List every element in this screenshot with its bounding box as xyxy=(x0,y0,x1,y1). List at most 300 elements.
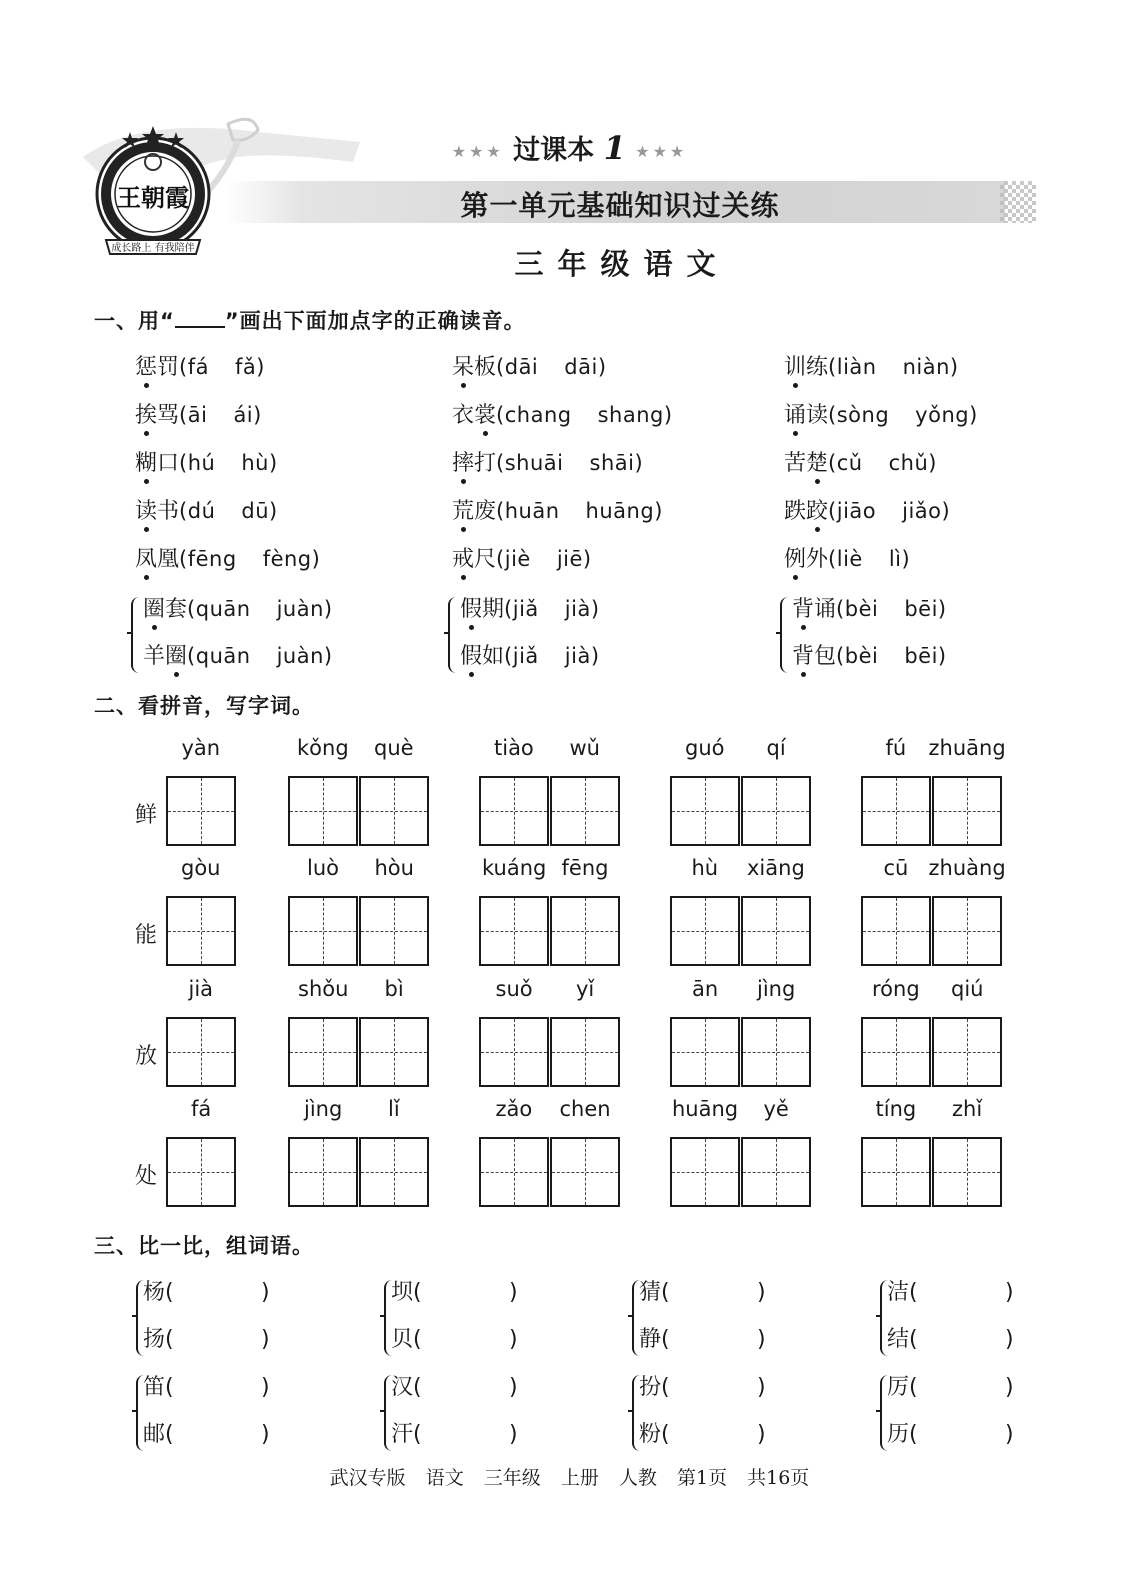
pinyin-label: luò xyxy=(307,856,339,880)
paren-open: ( xyxy=(504,597,513,621)
pinyin-choice-item xyxy=(452,494,663,525)
paren-close: ) xyxy=(654,499,663,523)
writing-grid-cell[interactable] xyxy=(932,776,1002,846)
pinyin-label: suǒ xyxy=(495,977,533,1001)
word-building-item xyxy=(391,1370,518,1401)
pinyin-choice-item xyxy=(452,446,643,477)
banner-checker-decoration xyxy=(1000,181,1036,223)
word-building-item xyxy=(143,1322,270,1353)
writing-grid-cell[interactable] xyxy=(288,896,358,966)
dotted-character: 假 xyxy=(460,639,482,670)
footer-edition: 武汉专版 xyxy=(329,1467,406,1489)
pinyin-label: hòu xyxy=(374,856,414,880)
compare-character: 猜 xyxy=(639,1280,662,1305)
item-word xyxy=(784,499,828,524)
pinyin-label: yě xyxy=(763,1097,789,1121)
answer-blank[interactable]: ( xyxy=(165,1280,174,1305)
character: 骂 xyxy=(157,403,180,428)
word-building-item xyxy=(887,1370,1014,1401)
writing-grid-cell[interactable] xyxy=(550,776,620,846)
writing-grid-cell[interactable] xyxy=(550,896,620,966)
dotted-character: 圈 xyxy=(143,592,165,623)
item-word xyxy=(143,597,187,622)
pinyin-option-b[interactable]: jiē xyxy=(556,547,583,571)
writing-grid-cell[interactable] xyxy=(359,1137,429,1207)
compare-character: 厉 xyxy=(887,1375,910,1400)
prefix-character: 处 xyxy=(135,1164,158,1189)
paren-close: ) xyxy=(1005,1422,1014,1447)
answer-blank[interactable]: ( xyxy=(413,1375,422,1400)
pinyin-label: lǐ xyxy=(388,1097,400,1121)
paren-close: ) xyxy=(323,597,333,621)
answer-blank[interactable]: ( xyxy=(413,1280,422,1305)
pinyin-option-a[interactable]: hú xyxy=(187,451,216,475)
paren-open: ( xyxy=(496,355,505,379)
prefix-character: 能 xyxy=(135,923,158,948)
item-word xyxy=(460,644,504,669)
pinyin-option-b[interactable]: fèng xyxy=(262,547,312,571)
writing-grid-cell[interactable] xyxy=(288,1137,358,1207)
pinyin-options xyxy=(179,451,278,475)
footer-publisher: 人教 xyxy=(618,1467,657,1489)
writing-grid-cell[interactable] xyxy=(741,1137,811,1207)
pinyin-options xyxy=(828,547,910,571)
compare-character: 坝 xyxy=(391,1280,414,1305)
paren-close: ) xyxy=(590,644,600,668)
pinyin-option-a[interactable]: fá xyxy=(187,355,209,379)
footer-total-pages: 共16页 xyxy=(747,1467,810,1489)
section3-title: 三、比一比，组词语。 xyxy=(94,1234,314,1258)
paren-close: ) xyxy=(634,451,644,475)
brace-bracket xyxy=(131,597,141,673)
pinyin-label: fēng xyxy=(561,856,609,880)
writing-grid-cell[interactable] xyxy=(479,776,549,846)
pinyin-option-b[interactable]: jià xyxy=(564,597,591,621)
pinyin-label: shǒu xyxy=(298,977,349,1001)
word-building-item xyxy=(391,1322,518,1353)
item-word xyxy=(452,451,496,476)
pinyin-option-b[interactable]: lì xyxy=(888,547,902,571)
pinyin-label: kuáng xyxy=(482,856,547,880)
pinyin-option-a[interactable]: jiǎ xyxy=(512,644,539,668)
dotted-character: 戒 xyxy=(452,542,474,573)
footer-volume: 上册 xyxy=(560,1467,599,1489)
writing-grid-cell[interactable] xyxy=(166,1017,236,1087)
writing-grid-cell[interactable] xyxy=(932,1137,1002,1207)
writing-grid-cell[interactable] xyxy=(359,1017,429,1087)
pinyin-option-b[interactable]: jiǎo xyxy=(902,499,942,523)
paren-close: ) xyxy=(937,644,947,668)
item-word xyxy=(135,499,179,524)
answer-blank[interactable]: ( xyxy=(413,1422,422,1447)
compare-character: 扮 xyxy=(639,1375,662,1400)
dotted-character: 凤 xyxy=(135,542,157,573)
word-building-item xyxy=(887,1417,1014,1448)
dotted-character: 挨 xyxy=(135,398,157,429)
pinyin-option-a[interactable]: quān xyxy=(195,644,251,668)
kicker-number: 1 xyxy=(603,129,626,167)
pinyin-option-a[interactable]: bèi xyxy=(844,597,879,621)
footer-subject: 语文 xyxy=(425,1467,464,1489)
dotted-character: 训 xyxy=(784,350,806,381)
character: 套 xyxy=(165,597,188,622)
pinyin-label: jìng xyxy=(757,977,796,1001)
prefix-character: 鲜 xyxy=(135,803,158,828)
writing-grid-cell[interactable] xyxy=(288,776,358,846)
paren-open: ( xyxy=(179,355,188,379)
pinyin-option-a[interactable]: shuāi xyxy=(504,451,564,475)
footer-grade: 三年级 xyxy=(483,1467,541,1489)
item-word xyxy=(784,451,828,476)
paren-open: ( xyxy=(187,597,196,621)
item-word xyxy=(135,451,179,476)
word-building-item xyxy=(143,1370,270,1401)
answer-blank[interactable]: ( xyxy=(909,1327,918,1352)
prefix-character: 放 xyxy=(135,1044,158,1069)
pinyin-option-b[interactable]: juàn xyxy=(276,597,324,621)
compare-character: 邮 xyxy=(143,1422,166,1447)
pinyin-option-b[interactable]: juàn xyxy=(276,644,324,668)
pinyin-options xyxy=(496,547,592,571)
item-word xyxy=(143,644,187,669)
pinyin-label: huāng xyxy=(672,1097,739,1121)
writing-grid-cell[interactable] xyxy=(550,1137,620,1207)
pinyin-label: wǔ xyxy=(569,736,600,760)
pinyin-choice-item xyxy=(792,639,947,670)
paren-close: ) xyxy=(323,644,333,668)
character: 凰 xyxy=(157,547,180,572)
item-word xyxy=(452,403,496,428)
character: 外 xyxy=(806,547,829,572)
dotted-character: 荒 xyxy=(452,494,474,525)
dotted-character: 摔 xyxy=(452,446,474,477)
character: 废 xyxy=(474,499,497,524)
pinyin-option-b[interactable]: bēi xyxy=(904,597,938,621)
pinyin-label: bì xyxy=(384,977,404,1001)
pinyin-choice-item xyxy=(792,592,947,623)
pinyin-options xyxy=(496,403,673,427)
pinyin-options xyxy=(179,403,262,427)
paren-open: ( xyxy=(179,451,188,475)
paren-close: ) xyxy=(509,1422,518,1447)
item-word xyxy=(135,355,179,380)
writing-grid-cell[interactable] xyxy=(479,1137,549,1207)
pinyin-option-b[interactable]: niàn xyxy=(902,355,950,379)
section1-title-prefix: 一、用“ xyxy=(94,309,175,333)
pinyin-option-b[interactable]: ái xyxy=(233,403,254,427)
pinyin-option-a[interactable]: cǔ xyxy=(836,451,863,475)
compare-character: 洁 xyxy=(887,1280,910,1305)
pinyin-label: zhǐ xyxy=(952,1097,983,1121)
pinyin-options xyxy=(828,355,959,379)
pinyin-label: zǎo xyxy=(495,1097,533,1121)
dotted-character: 楚 xyxy=(806,446,828,477)
writing-grid-cell[interactable] xyxy=(670,1017,740,1087)
answer-blank[interactable]: ( xyxy=(661,1280,670,1305)
compare-character: 结 xyxy=(887,1327,910,1352)
writing-grid-cell[interactable] xyxy=(359,896,429,966)
item-word xyxy=(135,547,179,572)
writing-grid-cell[interactable] xyxy=(479,1017,549,1087)
pinyin-choice-item xyxy=(784,446,937,477)
pinyin-options xyxy=(496,451,643,475)
pinyin-label: xiāng xyxy=(747,856,805,880)
answer-blank[interactable]: ( xyxy=(661,1327,670,1352)
pinyin-option-b[interactable]: dāi xyxy=(564,355,598,379)
writing-grid-cell[interactable] xyxy=(166,776,236,846)
svg-text:成长路上 有我陪伴: 成长路上 有我陪伴 xyxy=(111,243,195,254)
pinyin-choice-item xyxy=(135,446,278,477)
compare-character: 历 xyxy=(887,1422,910,1447)
dotted-character: 裳 xyxy=(474,398,496,429)
pinyin-options xyxy=(504,597,600,621)
writing-grid-cell[interactable] xyxy=(670,1137,740,1207)
pinyin-option-a[interactable]: liè xyxy=(836,547,863,571)
answer-blank[interactable]: ( xyxy=(661,1422,670,1447)
dotted-character: 惩 xyxy=(135,350,157,381)
pinyin-options xyxy=(836,644,947,668)
writing-grid-cell[interactable] xyxy=(741,776,811,846)
answer-blank[interactable]: ( xyxy=(909,1422,918,1447)
writing-grid-cell[interactable] xyxy=(166,896,236,966)
pinyin-label: zhuāng xyxy=(928,736,1006,760)
pinyin-label: qiú xyxy=(951,977,984,1001)
pinyin-label: cū xyxy=(883,856,909,880)
answer-blank[interactable]: ( xyxy=(165,1375,174,1400)
paren-close: ) xyxy=(941,499,951,523)
writing-grid-cell[interactable] xyxy=(861,776,931,846)
pinyin-option-a[interactable]: āi xyxy=(187,403,208,427)
paren-close: ) xyxy=(1005,1280,1014,1305)
pinyin-options xyxy=(836,597,947,621)
pinyin-options xyxy=(179,499,278,523)
paren-close: ) xyxy=(509,1280,518,1305)
compare-character: 粉 xyxy=(639,1422,662,1447)
pinyin-option-a[interactable]: dāi xyxy=(504,355,539,379)
pinyin-choice-item xyxy=(460,592,600,623)
character: 诵 xyxy=(814,597,837,622)
writing-grid-cell[interactable] xyxy=(550,1017,620,1087)
paren-close: ) xyxy=(663,403,673,427)
paren-open: ( xyxy=(179,499,188,523)
paren-open: ( xyxy=(179,403,188,427)
pinyin-choice-item xyxy=(135,494,278,525)
paren-open: ( xyxy=(828,403,837,427)
paren-close: ) xyxy=(261,1422,270,1447)
answer-blank[interactable]: ( xyxy=(909,1280,918,1305)
answer-blank[interactable]: ( xyxy=(165,1327,174,1352)
pinyin-option-b[interactable]: jià xyxy=(564,644,591,668)
answer-blank[interactable]: ( xyxy=(165,1422,174,1447)
dotted-character: 背 xyxy=(792,639,814,670)
word-building-item xyxy=(639,1417,766,1448)
writing-grid-cell[interactable] xyxy=(741,896,811,966)
character: 跌 xyxy=(784,499,807,524)
pinyin-option-a[interactable]: jiǎ xyxy=(512,597,539,621)
paren-open: ( xyxy=(187,644,196,668)
pinyin-choice-item xyxy=(460,639,600,670)
character: 包 xyxy=(814,644,837,669)
dotted-character: 诵 xyxy=(784,398,806,429)
word-building-item xyxy=(639,1275,766,1306)
paren-close: ) xyxy=(509,1375,518,1400)
pinyin-choice-item xyxy=(135,542,320,573)
answer-blank[interactable]: ( xyxy=(909,1375,918,1400)
pinyin-choice-item xyxy=(143,592,333,623)
writing-grid-cell[interactable] xyxy=(670,896,740,966)
pinyin-label: qí xyxy=(766,736,786,760)
unit-title: 第一单元基础知识过关练 xyxy=(460,189,780,222)
character: 如 xyxy=(482,644,505,669)
paren-open: ( xyxy=(836,597,845,621)
compare-character: 杨 xyxy=(143,1280,166,1305)
word-building-item xyxy=(887,1322,1014,1353)
pinyin-option-a[interactable]: huān xyxy=(504,499,560,523)
pinyin-label: chen xyxy=(559,1097,611,1121)
pinyin-option-b[interactable]: shang xyxy=(597,403,664,427)
writing-grid-cell[interactable] xyxy=(861,1137,931,1207)
paren-close: ) xyxy=(757,1280,766,1305)
writing-grid-cell[interactable] xyxy=(166,1137,236,1207)
item-word xyxy=(792,597,836,622)
pinyin-label: què xyxy=(374,736,414,760)
character: 练 xyxy=(806,355,829,380)
compare-character: 静 xyxy=(639,1327,662,1352)
character: 板 xyxy=(474,355,497,380)
pinyin-option-a[interactable]: sòng xyxy=(836,403,890,427)
pinyin-label: hù xyxy=(691,856,719,880)
paren-close: ) xyxy=(590,597,600,621)
paren-close: ) xyxy=(901,547,911,571)
paren-close: ) xyxy=(757,1422,766,1447)
writing-grid-cell[interactable] xyxy=(861,1017,931,1087)
dotted-character: 糊 xyxy=(135,446,157,477)
character: 衣 xyxy=(452,403,475,428)
compare-character: 扬 xyxy=(143,1327,166,1352)
word-building-item xyxy=(143,1417,270,1448)
paren-close: ) xyxy=(269,499,278,523)
compare-character: 笛 xyxy=(143,1375,166,1400)
pinyin-label: yàn xyxy=(181,736,221,760)
word-building-item xyxy=(143,1275,270,1306)
pinyin-option-b[interactable]: hù xyxy=(241,451,269,475)
character: 打 xyxy=(474,451,497,476)
stars-right-icon: ★★★ xyxy=(635,142,688,161)
item-word xyxy=(452,355,496,380)
character: 读 xyxy=(806,403,829,428)
paren-open: ( xyxy=(504,644,513,668)
paren-open: ( xyxy=(496,547,505,571)
item-word xyxy=(452,547,496,572)
writing-grid-cell[interactable] xyxy=(670,776,740,846)
character: 口 xyxy=(157,451,180,476)
answer-blank[interactable]: ( xyxy=(413,1327,422,1352)
pinyin-option-b[interactable]: huāng xyxy=(585,499,655,523)
section1-title-suffix: ”画出下面加点字的正确读音。 xyxy=(224,309,526,333)
pinyin-label: kǒng xyxy=(297,736,349,760)
paren-close: ) xyxy=(1005,1327,1014,1352)
kicker-title xyxy=(0,128,1139,167)
paren-close: ) xyxy=(509,1327,518,1352)
paren-close: ) xyxy=(311,547,321,571)
paren-close: ) xyxy=(757,1375,766,1400)
pinyin-option-a[interactable]: jiè xyxy=(504,547,531,571)
pinyin-option-a[interactable]: dú xyxy=(187,499,216,523)
item-word xyxy=(792,644,836,669)
pinyin-choice-item xyxy=(784,542,910,573)
pinyin-options xyxy=(504,644,600,668)
answer-line-sample xyxy=(175,308,225,328)
dotted-character: 跤 xyxy=(806,494,828,525)
pinyin-option-b[interactable]: bēi xyxy=(904,644,938,668)
pinyin-option-b[interactable]: dū xyxy=(241,499,270,523)
item-word xyxy=(784,547,828,572)
page-footer xyxy=(0,1463,1139,1490)
pinyin-option-b[interactable]: fǎ xyxy=(235,355,257,379)
pinyin-option-a[interactable]: bèi xyxy=(844,644,879,668)
pinyin-option-b[interactable]: shāi xyxy=(589,451,635,475)
character: 苦 xyxy=(784,451,807,476)
pinyin-options xyxy=(828,403,978,427)
dotted-character: 读 xyxy=(135,494,157,525)
brace-bracket xyxy=(780,597,790,673)
answer-blank[interactable]: ( xyxy=(661,1375,670,1400)
pinyin-option-b[interactable]: chǔ xyxy=(888,451,929,475)
dotted-character: 呆 xyxy=(452,350,474,381)
pinyin-options xyxy=(179,547,320,571)
writing-grid-cell[interactable] xyxy=(288,1017,358,1087)
footer-page-number: 第1页 xyxy=(676,1467,728,1489)
pinyin-option-a[interactable]: chang xyxy=(504,403,572,427)
section1-title xyxy=(94,305,526,335)
writing-grid-cell[interactable] xyxy=(741,1017,811,1087)
pinyin-choice-item xyxy=(135,350,265,381)
pinyin-option-a[interactable]: quān xyxy=(195,597,251,621)
dotted-character: 例 xyxy=(784,542,806,573)
writing-grid-cell[interactable] xyxy=(932,1017,1002,1087)
paren-close: ) xyxy=(253,403,262,427)
character: 羊 xyxy=(143,644,166,669)
pinyin-label: tiào xyxy=(494,736,534,760)
pinyin-option-a[interactable]: jiāo xyxy=(836,499,877,523)
paren-close: ) xyxy=(261,1280,270,1305)
pinyin-options xyxy=(828,451,937,475)
paren-close: ) xyxy=(261,1375,270,1400)
pinyin-option-b[interactable]: yǒng xyxy=(915,403,970,427)
paren-close: ) xyxy=(928,451,937,475)
pinyin-option-a[interactable]: liàn xyxy=(836,355,877,379)
pinyin-choice-item xyxy=(452,350,607,381)
word-building-item xyxy=(639,1370,766,1401)
pinyin-option-a[interactable]: fēng xyxy=(187,547,237,571)
paren-open: ( xyxy=(496,403,505,427)
paren-open: ( xyxy=(828,547,837,571)
item-word xyxy=(460,597,504,622)
writing-grid-cell[interactable] xyxy=(861,896,931,966)
paren-close: ) xyxy=(261,1327,270,1352)
writing-grid-cell[interactable] xyxy=(359,776,429,846)
pinyin-options xyxy=(179,355,265,379)
compare-character: 贝 xyxy=(391,1327,414,1352)
writing-grid-cell[interactable] xyxy=(932,896,1002,966)
dotted-character: 假 xyxy=(460,592,482,623)
character: 期 xyxy=(482,597,505,622)
pinyin-label: fú xyxy=(885,736,907,760)
writing-grid-cell[interactable] xyxy=(479,896,549,966)
word-building-item xyxy=(887,1275,1014,1306)
word-building-item xyxy=(391,1417,518,1448)
pinyin-options xyxy=(187,597,333,621)
